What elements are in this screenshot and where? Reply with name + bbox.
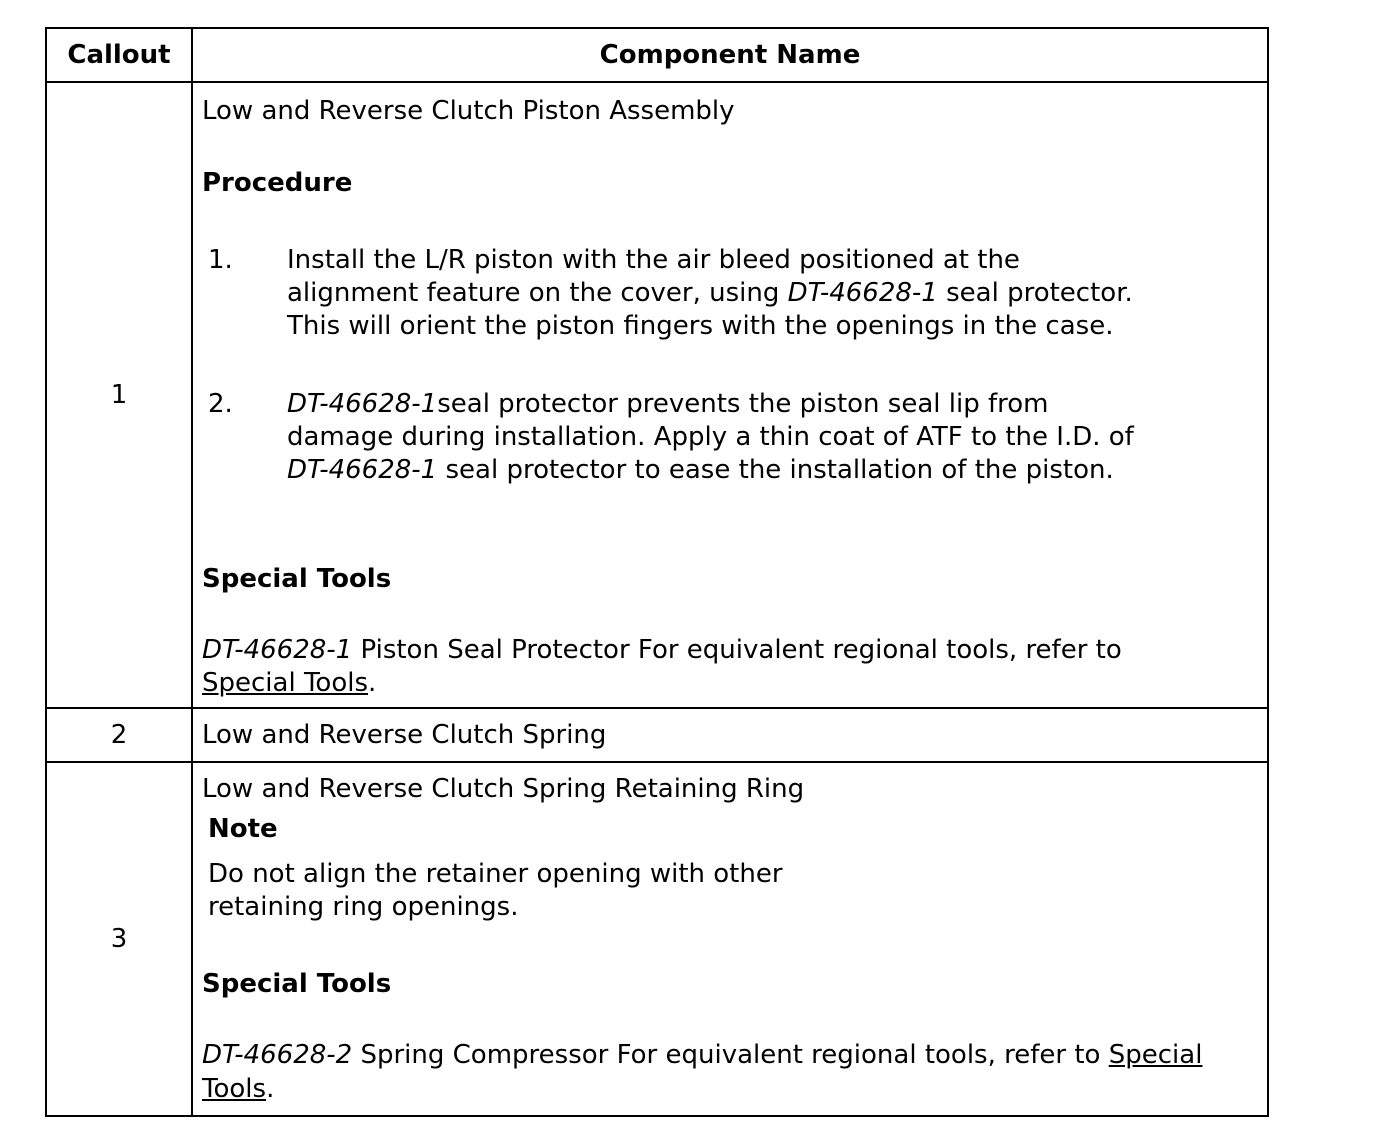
callout-cell: 2 <box>46 708 192 762</box>
step-number: 2. <box>208 389 233 419</box>
callout-cell: 3 <box>46 762 192 1116</box>
components-table <box>45 27 1269 1117</box>
callout-header: Callout <box>46 28 192 82</box>
component-name: Low and Reverse Clutch Spring <box>202 720 607 750</box>
component-cell <box>192 762 1268 1116</box>
component-cell <box>192 708 1268 762</box>
header-row <box>46 28 1268 82</box>
step-text: DT-46628-1seal protector prevents the piston seal lip from damage during installation. Apply a thin coat of ATF to the I.D. of DT-46628-1 seal protector to ease the installation of the piston. <box>287 389 1134 485</box>
special-tools-heading: Special Tools <box>202 564 392 594</box>
tool-reference: DT-46628-1 <box>287 455 438 485</box>
special-tools-link[interactable]: Special Tools <box>202 668 368 698</box>
tool-reference: DT-46628-2 <box>202 1040 353 1070</box>
special-tools-link[interactable]: Tools <box>202 1074 267 1104</box>
step-number: 1. <box>208 245 233 275</box>
note-text: retaining ring openings. <box>208 892 519 922</box>
callout-cell: 1 <box>46 82 192 708</box>
component-name: Low and Reverse Clutch Spring Retaining Ring <box>202 774 805 804</box>
step-text: Install the L/R piston with the air bleed positioned at the alignment feature on the cover, using DT-46628-1 seal protector. This will orient the piston fingers with the openings in the case. <box>287 245 1133 341</box>
special-tools-heading: Special Tools <box>202 969 392 999</box>
special-tools-text: DT-46628-1 Piston Seal Protector For equivalent regional tools, refer to Special Tools. <box>202 635 1122 698</box>
special-tools-text: DT-46628-2 Spring Compressor For equivalent regional tools, refer to Special <box>202 1040 1203 1070</box>
tool-reference: DT-46628-1 <box>287 389 438 419</box>
table-row <box>46 82 1268 708</box>
procedure-heading: Procedure <box>202 168 353 198</box>
component-name: Low and Reverse Clutch Piston Assembly <box>202 96 735 126</box>
special-tools-link[interactable]: Special <box>1108 1040 1203 1070</box>
tool-reference: DT-46628-1 <box>202 635 353 665</box>
note-heading: Note <box>208 814 278 844</box>
table-row <box>46 708 1268 762</box>
tool-reference: DT-46628-1 <box>787 278 938 308</box>
table-row <box>46 762 1268 1116</box>
note-text: Do not align the retainer opening with other <box>208 859 783 889</box>
component-name-header: Component Name <box>192 28 1268 82</box>
special-tools-text-cont: Tools. <box>202 1074 275 1104</box>
component-cell <box>192 82 1268 708</box>
